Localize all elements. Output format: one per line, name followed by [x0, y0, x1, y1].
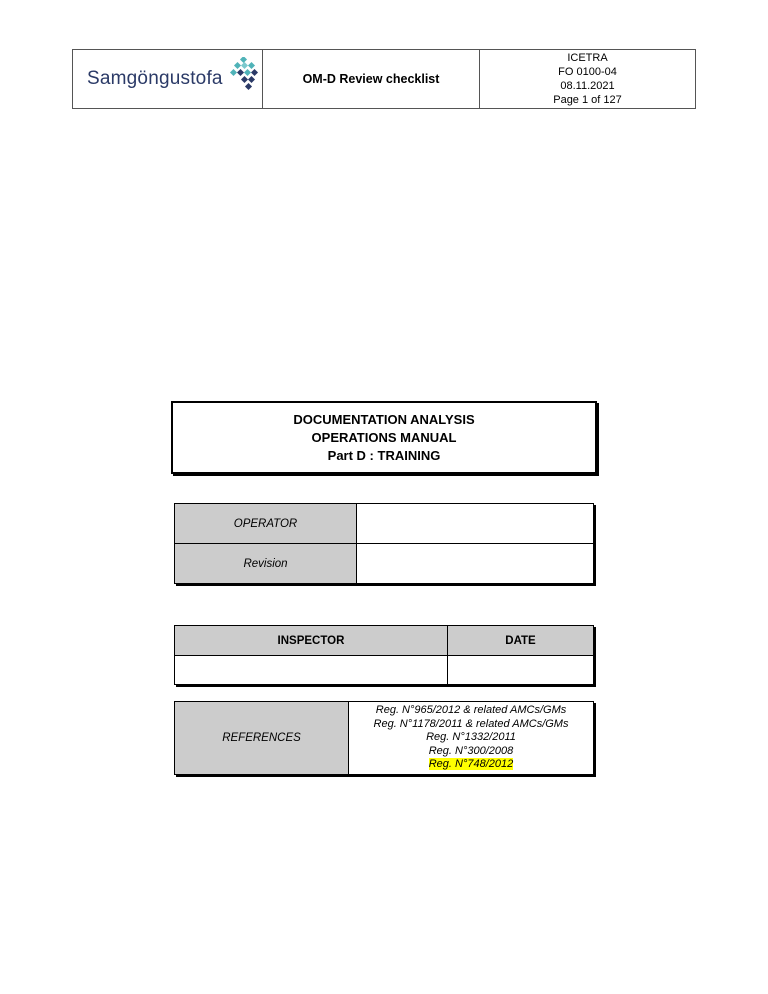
- references-table: [174, 701, 594, 775]
- document-meta: [480, 50, 695, 108]
- form-number: FO 0100-04: [558, 66, 617, 78]
- date-field[interactable]: [448, 656, 594, 685]
- logo-text: Samgöngustofa: [87, 68, 223, 89]
- reference-item-highlighted: [349, 758, 593, 772]
- title-line-1: DOCUMENTATION ANALYSIS: [293, 411, 475, 427]
- inspector-header-row: [175, 626, 594, 656]
- reference-item: Reg. N°965/2012 & related AMCs/GMs: [375, 704, 567, 717]
- references-label: REFERENCES: [175, 702, 349, 775]
- inspector-field[interactable]: [175, 656, 448, 685]
- page-number: Page 1 of 127: [553, 94, 622, 106]
- reference-item: Reg. N°300/2008: [428, 744, 514, 757]
- inspector-value-row: [175, 656, 594, 685]
- samgongustofa-logo-icon: [227, 57, 259, 91]
- references-list: [349, 702, 594, 775]
- document-header: [72, 49, 696, 109]
- revision-field[interactable]: [357, 544, 594, 584]
- operator-field[interactable]: [357, 504, 594, 544]
- revision-row: [175, 544, 594, 584]
- organization: ICETRA: [567, 52, 608, 64]
- operator-label: OPERATOR: [175, 504, 357, 544]
- operator-table: [174, 503, 594, 584]
- document-date: 08.11.2021: [560, 80, 615, 92]
- title-block: [171, 401, 597, 474]
- revision-label: Revision: [175, 544, 357, 584]
- reference-item: Reg. N°1332/2011: [426, 731, 516, 744]
- references-row: [175, 702, 594, 775]
- inspector-header: INSPECTOR: [175, 626, 448, 656]
- title-line-2: OPERATIONS MANUAL: [311, 429, 457, 445]
- logo-cell: [73, 50, 263, 108]
- date-header: DATE: [448, 626, 594, 656]
- operator-row: [175, 504, 594, 544]
- inspector-table: [174, 625, 594, 685]
- title-line-3: Part D : TRAINING: [327, 447, 441, 463]
- reference-item: Reg. N°1178/2011 & related AMCs/GMs: [373, 717, 569, 730]
- highlighted-reference: Reg. N°748/2012: [428, 758, 514, 771]
- document-title: OM-D Review checklist: [263, 50, 480, 108]
